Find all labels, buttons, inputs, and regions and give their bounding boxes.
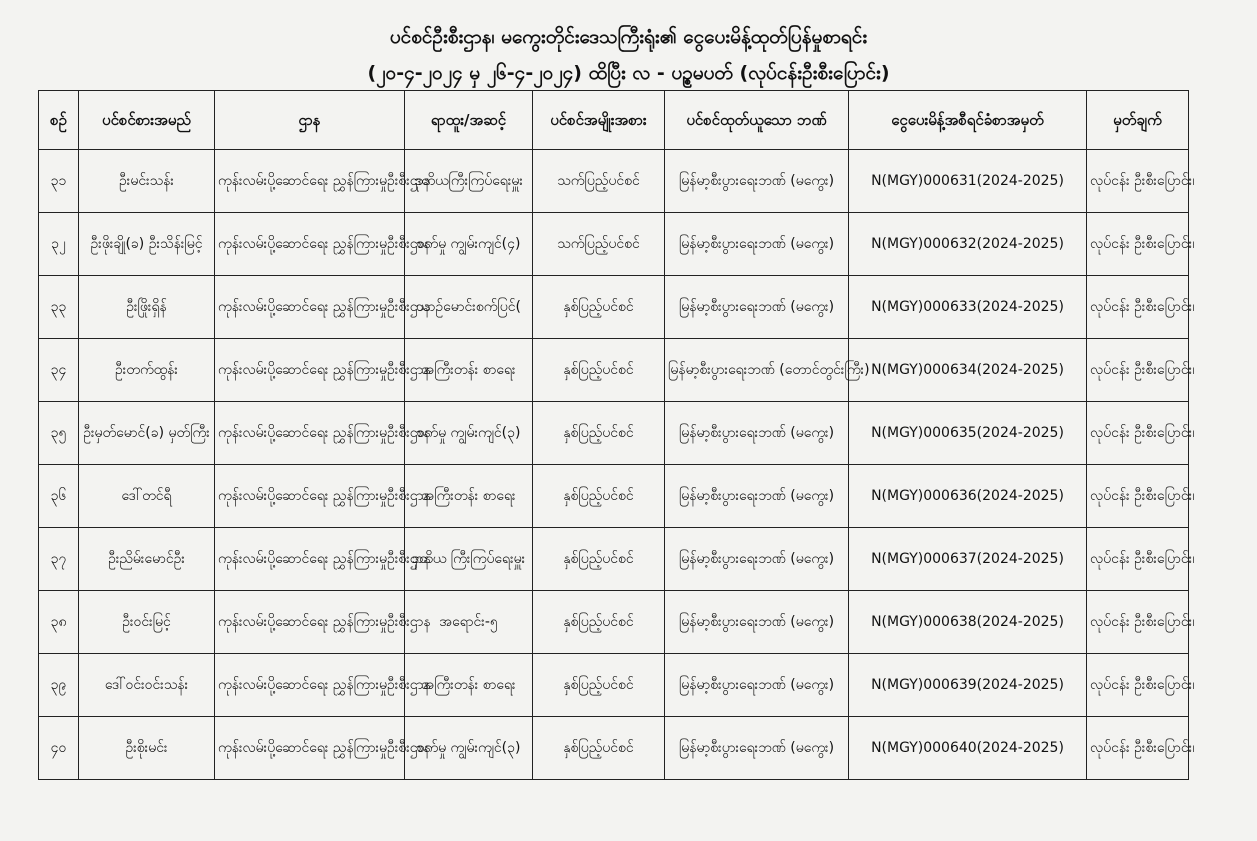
name-cell: ဦးဖြိုးရှိန်: [79, 276, 215, 339]
bank-cell: မြန်မာ့စီးပွားရေးဘဏ် (မကွေး): [665, 402, 849, 465]
name-cell: ဦးဝင်းမြင့်: [79, 591, 215, 654]
rank-cell: ယာဉ်မောင်းစက်ပြင်(: [405, 276, 533, 339]
column-header: ရာထူး/အဆင့်: [405, 91, 533, 150]
pension-type-cell: သက်ပြည့်ပင်စင်: [533, 150, 665, 213]
order-number-cell: N(MGY)000637(2024-2025): [849, 528, 1087, 591]
serial-cell: ၃၄: [39, 339, 79, 402]
order-number-cell: N(MGY)000640(2024-2025): [849, 717, 1087, 780]
remark-cell: လုပ်ငန်း ဦးစီးပြောင်း၊: [1087, 276, 1189, 339]
bank-cell: မြန်မာ့စီးပွားရေးဘဏ် (မကွေး): [665, 276, 849, 339]
pension-type-cell: နှစ်ပြည့်ပင်စင်: [533, 654, 665, 717]
column-header: ပင်စင်အမျိုးအစား: [533, 91, 665, 150]
table-row: [39, 213, 1189, 276]
name-cell: ဦးတက်ထွန်း: [79, 339, 215, 402]
remark-cell: လုပ်ငန်း ဦးစီးပြောင်း၊: [1087, 465, 1189, 528]
department-cell: ကုန်းလမ်းပို့ဆောင်ရေး ညွှန်ကြားမှုဦးစီးဌာန: [215, 528, 405, 591]
department-cell: ကုန်းလမ်းပို့ဆောင်ရေး ညွှန်ကြားမှုဦးစီးဌာန: [215, 276, 405, 339]
remark-cell: လုပ်ငန်း ဦးစီးပြောင်း၊: [1087, 402, 1189, 465]
serial-cell: ၃၇: [39, 528, 79, 591]
serial-cell: ၃၅: [39, 402, 79, 465]
rank-cell: ဒုတိယကြီးကြပ်ရေးမှူး: [405, 150, 533, 213]
column-header: မှတ်ချက်: [1087, 91, 1189, 150]
department-cell: ကုန်းလမ်းပို့ဆောင်ရေး ညွှန်ကြားမှုဦးစီးဌာန: [215, 465, 405, 528]
serial-cell: ၃၂: [39, 213, 79, 276]
column-header: ငွေပေးမိန့်အစီရင်ခံစာအမှတ်: [849, 91, 1087, 150]
order-number-cell: N(MGY)000631(2024-2025): [849, 150, 1087, 213]
pension-type-cell: နှစ်ပြည့်ပင်စင်: [533, 591, 665, 654]
pension-type-cell: နှစ်ပြည့်ပင်စင်: [533, 276, 665, 339]
column-header: ဌာန: [215, 91, 405, 150]
department-cell: ကုန်းလမ်းပို့ဆောင်ရေး ညွှန်ကြားမှုဦးစီးဌာန: [215, 150, 405, 213]
bank-cell: မြန်မာ့စီးပွားရေးဘဏ် (မကွေး): [665, 528, 849, 591]
table-row: [39, 654, 1189, 717]
order-number-cell: N(MGY)000636(2024-2025): [849, 465, 1087, 528]
name-cell: ဦးဖိုးချို(ခ) ဦးသိန်းမြင့်: [79, 213, 215, 276]
bank-cell: မြန်မာ့စီးပွားရေးဘဏ် (မကွေး): [665, 654, 849, 717]
order-number-cell: N(MGY)000639(2024-2025): [849, 654, 1087, 717]
table-row: [39, 402, 1189, 465]
document-subtitle: (၂၀-၄-၂၀၂၄ မှ ၂၆-၄-၂၀၂၄) ထိပြီး လ - ပဉ္စမပတ် (လုပ်ငန်းဦးစီးပြောင်း): [367, 62, 890, 84]
document-title: ပင်စင်ဦးစီးဌာန၊ မကွေးတိုင်းဒေသကြီးရုံး၏ ငွေပေးမိန့်ထုတ်ပြန်မှုစာရင်း: [389, 26, 868, 48]
bank-cell: မြန်မာ့စီးပွားရေးဘဏ် (မကွေး): [665, 213, 849, 276]
rank-cell: အကြီးတန်း စာရေး: [405, 654, 533, 717]
pension-type-cell: နှစ်ပြည့်ပင်စင်: [533, 465, 665, 528]
remark-cell: လုပ်ငန်း ဦးစီးပြောင်း၊: [1087, 654, 1189, 717]
remark-cell: လုပ်ငန်း ဦးစီးပြောင်း၊: [1087, 339, 1189, 402]
order-number-cell: N(MGY)000635(2024-2025): [849, 402, 1087, 465]
serial-cell: ၃၈: [39, 591, 79, 654]
table-row: [39, 150, 1189, 213]
table-header-row: [39, 91, 1189, 150]
serial-cell: ၃၁: [39, 150, 79, 213]
order-number-cell: N(MGY)000632(2024-2025): [849, 213, 1087, 276]
remark-cell: လုပ်ငန်း ဦးစီးပြောင်း၊: [1087, 528, 1189, 591]
department-cell: ကုန်းလမ်းပို့ဆောင်ရေး ညွှန်ကြားမှုဦးစီးဌာန: [215, 591, 405, 654]
department-cell: ကုန်းလမ်းပို့ဆောင်ရေး ညွှန်ကြားမှုဦးစီးဌာန: [215, 717, 405, 780]
order-number-cell: N(MGY)000634(2024-2025): [849, 339, 1087, 402]
bank-cell: မြန်မာ့စီးပွားရေးဘဏ် (မကွေး): [665, 591, 849, 654]
bank-cell: မြန်မာ့စီးပွားရေးဘဏ် (မကွေး): [665, 465, 849, 528]
pension-table: [38, 90, 1195, 780]
pension-type-cell: သက်ပြည့်ပင်စင်: [533, 213, 665, 276]
table-row: [39, 465, 1189, 528]
bank-cell: မြန်မာ့စီးပွားရေးဘဏ် (တောင်တွင်းကြီး): [665, 339, 849, 402]
table-row: [39, 276, 1189, 339]
remark-cell: လုပ်ငန်း ဦးစီးပြောင်း၊: [1087, 150, 1189, 213]
name-cell: ဒေါ်ဝင်းဝင်းသန်း: [79, 654, 215, 717]
department-cell: ကုန်းလမ်းပို့ဆောင်ရေး ညွှန်ကြားမှုဦးစီးဌာန: [215, 339, 405, 402]
bank-cell: မြန်မာ့စီးပွားရေးဘဏ် (မကွေး): [665, 717, 849, 780]
serial-cell: ၃၉: [39, 654, 79, 717]
department-cell: ကုန်းလမ်းပို့ဆောင်ရေး ညွှန်ကြားမှုဦးစီးဌာန: [215, 654, 405, 717]
table-row: [39, 339, 1189, 402]
table-row: [39, 717, 1189, 780]
table-row: [39, 528, 1189, 591]
column-header: စဉ်: [39, 91, 79, 150]
remark-cell: လုပ်ငန်း ဦးစီးပြောင်း၊: [1087, 213, 1189, 276]
department-cell: ကုန်းလမ်းပို့ဆောင်ရေး ညွှန်ကြားမှုဦးစီးဌာန: [215, 213, 405, 276]
rank-cell: အကြီးတန်း စာရေး: [405, 339, 533, 402]
pension-type-cell: နှစ်ပြည့်ပင်စင်: [533, 402, 665, 465]
rank-cell: အကြီးတန်း စာရေး: [405, 465, 533, 528]
rank-cell: ဒုတိယ ကြီးကြပ်ရေးမှူး: [405, 528, 533, 591]
rank-cell: အရောင်း-၅: [405, 591, 533, 654]
order-number-cell: N(MGY)000638(2024-2025): [849, 591, 1087, 654]
remark-cell: လုပ်ငန်း ဦးစီးပြောင်း၊: [1087, 717, 1189, 780]
rank-cell: စက်မှု ကျွမ်းကျင်(၃): [405, 717, 533, 780]
order-number-cell: N(MGY)000633(2024-2025): [849, 276, 1087, 339]
pension-type-cell: နှစ်ပြည့်ပင်စင်: [533, 528, 665, 591]
column-header: ပင်စင်စားအမည်: [79, 91, 215, 150]
serial-cell: ၃၃: [39, 276, 79, 339]
column-header: ပင်စင်ထုတ်ယူသော ဘဏ်: [665, 91, 849, 150]
name-cell: ဒေါ်တင်ရီ: [79, 465, 215, 528]
department-cell: ကုန်းလမ်းပို့ဆောင်ရေး ညွှန်ကြားမှုဦးစီးဌာန: [215, 402, 405, 465]
name-cell: ဦးမှတ်မောင်(ခ) မှတ်ကြီး: [79, 402, 215, 465]
remark-cell: လုပ်ငန်း ဦးစီးပြောင်း၊: [1087, 591, 1189, 654]
pension-type-cell: နှစ်ပြည့်ပင်စင်: [533, 339, 665, 402]
rank-cell: စက်မှု ကျွမ်းကျင်(၄): [405, 213, 533, 276]
serial-cell: ၃၆: [39, 465, 79, 528]
name-cell: ဦးမင်းသန်း: [79, 150, 215, 213]
table-body: [39, 150, 1195, 780]
pension-type-cell: နှစ်ပြည့်ပင်စင်: [533, 717, 665, 780]
bank-cell: မြန်မာ့စီးပွားရေးဘဏ် (မကွေး): [665, 150, 849, 213]
serial-cell: ၄၀: [39, 717, 79, 780]
name-cell: ဦးညိမ်းမောင်ဦး: [79, 528, 215, 591]
rank-cell: စက်မှု ကျွမ်းကျင်(၃): [405, 402, 533, 465]
table-row: [39, 591, 1189, 654]
name-cell: ဦးစိုးမင်း: [79, 717, 215, 780]
